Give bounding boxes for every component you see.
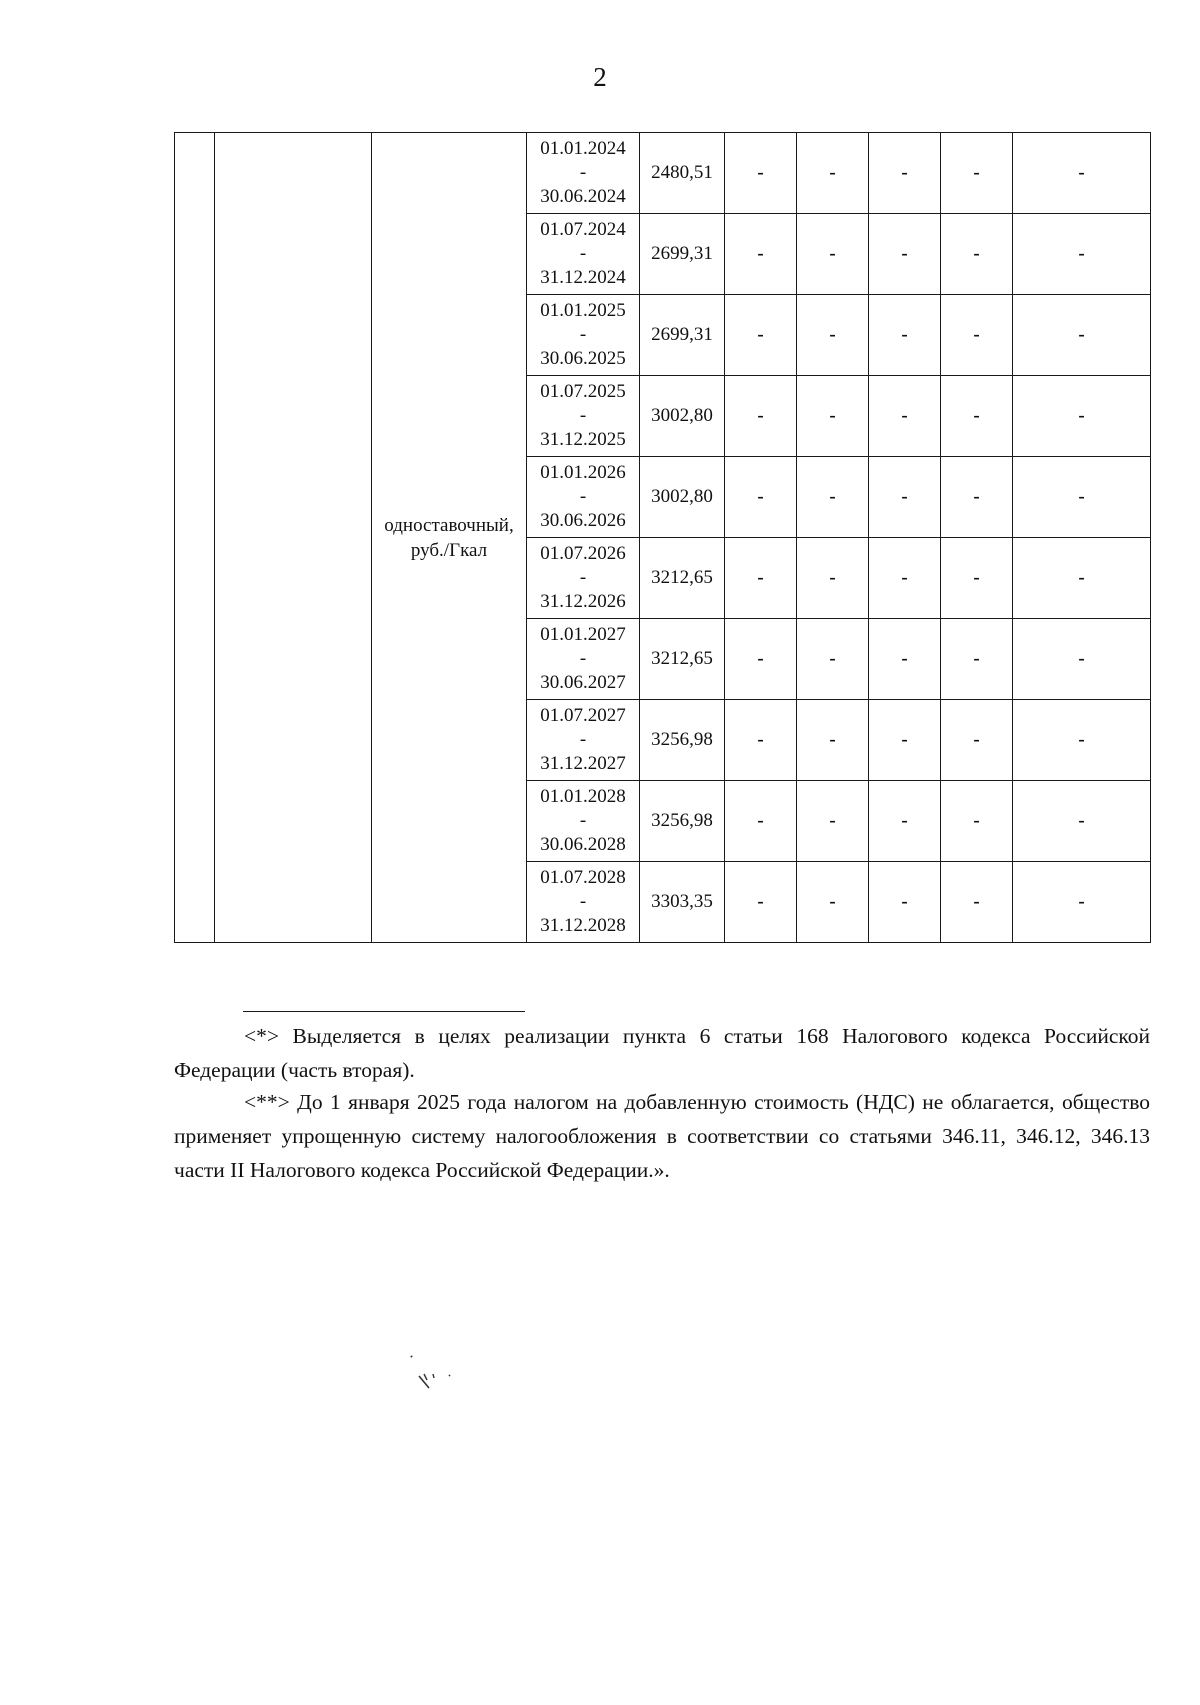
period-cell	[527, 214, 640, 295]
empty-value-cell: -	[869, 538, 941, 619]
empty-value-cell: -	[797, 619, 869, 700]
empty-value-cell: -	[941, 133, 1013, 214]
footnote-1-text: <*> Выделяется в целях реализации пункта 6 статьи 168 Налогового кодекса Российской Федерации (часть вторая).	[174, 1024, 1150, 1082]
period-date: 01.01.2024	[540, 138, 626, 159]
rate-type-label: одноставочный,	[384, 514, 514, 536]
footnote-2	[174, 1085, 1150, 1187]
empty-value-cell: -	[941, 619, 1013, 700]
empty-value-cell: -	[1013, 133, 1151, 214]
footnote-separator	[243, 1011, 525, 1012]
rate-type-cell	[372, 133, 527, 943]
empty-value-cell: -	[725, 700, 797, 781]
period-date: 01.07.2024	[540, 219, 626, 240]
empty-value-cell: -	[725, 781, 797, 862]
empty-value-cell: -	[941, 214, 1013, 295]
empty-value-cell: -	[1013, 781, 1151, 862]
period-date: 31.12.2025	[540, 429, 626, 450]
footnote-1	[174, 1019, 1150, 1087]
tariff-table-body	[175, 133, 1151, 943]
period-date: 31.12.2027	[540, 753, 626, 774]
period-separator: -	[579, 243, 587, 264]
empty-value-cell: -	[797, 700, 869, 781]
empty-value-cell: -	[1013, 376, 1151, 457]
empty-value-cell: -	[725, 376, 797, 457]
tariff-value-cell: 3002,80	[640, 457, 725, 538]
empty-value-cell: -	[797, 214, 869, 295]
empty-value-cell: -	[797, 457, 869, 538]
empty-value-cell: -	[1013, 214, 1151, 295]
tariff-value-cell: 3212,65	[640, 619, 725, 700]
period-date: 30.06.2027	[540, 672, 626, 693]
empty-value-cell: -	[869, 376, 941, 457]
empty-value-cell: -	[941, 700, 1013, 781]
tariff-value-cell: 3256,98	[640, 781, 725, 862]
empty-value-cell: -	[797, 376, 869, 457]
period-date: 01.07.2026	[540, 543, 626, 564]
period-date: 01.01.2028	[540, 786, 626, 807]
tariff-value-cell: 2699,31	[640, 295, 725, 376]
empty-value-cell: -	[1013, 295, 1151, 376]
tariff-table	[174, 132, 1151, 943]
empty-value-cell: -	[1013, 862, 1151, 943]
period-date: 01.07.2025	[540, 381, 626, 402]
period-date: 01.07.2027	[540, 705, 626, 726]
empty-value-cell: -	[725, 295, 797, 376]
period-cell	[527, 133, 640, 214]
empty-value-cell: -	[797, 862, 869, 943]
empty-value-cell: -	[725, 133, 797, 214]
period-date: 31.12.2028	[540, 915, 626, 936]
empty-value-cell: -	[725, 214, 797, 295]
empty-value-cell: -	[869, 781, 941, 862]
period-cell	[527, 700, 640, 781]
period-date: 01.07.2028	[540, 867, 626, 888]
footnote-2-text: <**> До 1 января 2025 года налогом на добавленную стоимость (НДС) не облагается, общество применяет упрощенную систему налогообложения в соответствии со статьями 346.11, 346.12, 346.13 части II Налогового кодекса Российской Федерации.».	[174, 1090, 1150, 1182]
empty-value-cell: -	[869, 619, 941, 700]
period-separator: -	[579, 162, 587, 183]
period-separator: -	[579, 810, 587, 831]
period-separator: -	[579, 729, 587, 750]
period-date: 01.01.2025	[540, 300, 626, 321]
empty-value-cell: -	[725, 538, 797, 619]
empty-value-cell: -	[941, 376, 1013, 457]
empty-value-cell: -	[1013, 700, 1151, 781]
table-row	[175, 133, 1151, 214]
period-cell	[527, 457, 640, 538]
empty-value-cell: -	[869, 457, 941, 538]
empty-value-cell: -	[941, 457, 1013, 538]
empty-value-cell: -	[1013, 619, 1151, 700]
empty-value-cell: -	[725, 619, 797, 700]
pen-mark	[405, 1352, 455, 1392]
period-separator: -	[579, 324, 587, 345]
empty-value-cell: -	[797, 781, 869, 862]
period-separator: -	[579, 405, 587, 426]
empty-value-cell: -	[1013, 457, 1151, 538]
empty-value-cell: -	[869, 214, 941, 295]
number-cell	[175, 133, 215, 943]
empty-value-cell: -	[1013, 538, 1151, 619]
empty-value-cell: -	[725, 457, 797, 538]
tariff-value-cell: 3256,98	[640, 700, 725, 781]
period-date: 30.06.2028	[540, 834, 626, 855]
period-date: 30.06.2025	[540, 348, 626, 369]
period-date: 01.01.2026	[540, 462, 626, 483]
period-date: 31.12.2024	[540, 267, 626, 288]
period-separator: -	[579, 486, 587, 507]
name-cell	[215, 133, 372, 943]
empty-value-cell: -	[797, 538, 869, 619]
tariff-value-cell: 3002,80	[640, 376, 725, 457]
tariff-value-cell: 2699,31	[640, 214, 725, 295]
period-cell	[527, 295, 640, 376]
period-date: 01.01.2027	[540, 624, 626, 645]
empty-value-cell: -	[941, 862, 1013, 943]
empty-value-cell: -	[869, 862, 941, 943]
tariff-value-cell: 3212,65	[640, 538, 725, 619]
period-separator: -	[579, 567, 587, 588]
tariff-value-cell: 3303,35	[640, 862, 725, 943]
empty-value-cell: -	[869, 700, 941, 781]
period-separator: -	[579, 891, 587, 912]
empty-value-cell: -	[725, 862, 797, 943]
rate-type-label: руб./Гкал	[410, 539, 488, 561]
period-cell	[527, 538, 640, 619]
empty-value-cell: -	[797, 133, 869, 214]
period-separator: -	[579, 648, 587, 669]
period-cell	[527, 862, 640, 943]
empty-value-cell: -	[941, 295, 1013, 376]
period-date: 30.06.2024	[540, 186, 626, 207]
period-cell	[527, 781, 640, 862]
period-cell	[527, 619, 640, 700]
tariff-value-cell: 2480,51	[640, 133, 725, 214]
period-date: 31.12.2026	[540, 591, 626, 612]
page-number: 2	[593, 62, 607, 92]
period-date: 30.06.2026	[540, 510, 626, 531]
empty-value-cell: -	[797, 295, 869, 376]
empty-value-cell: -	[869, 295, 941, 376]
empty-value-cell: -	[941, 781, 1013, 862]
period-cell	[527, 376, 640, 457]
empty-value-cell: -	[869, 133, 941, 214]
empty-value-cell: -	[941, 538, 1013, 619]
